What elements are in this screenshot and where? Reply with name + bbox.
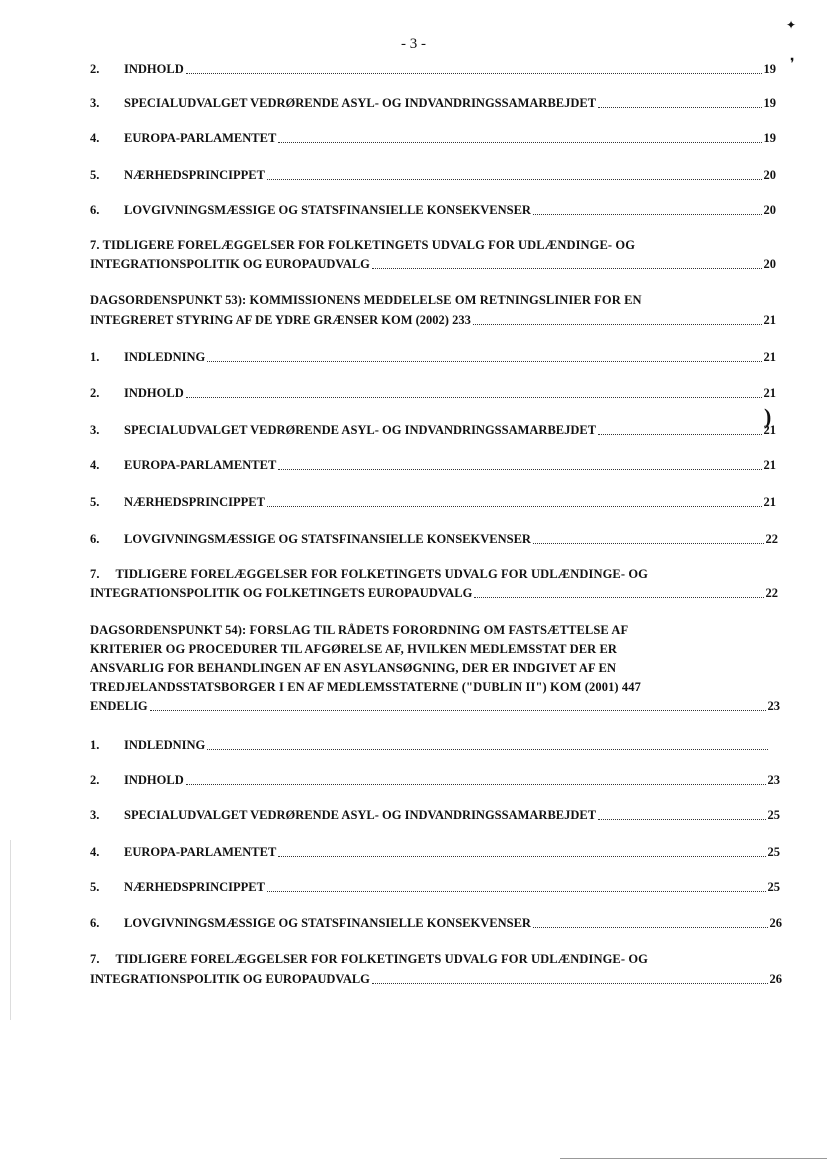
toc-entry[interactable]: [90, 808, 780, 823]
toc-entry-page: 21: [763, 495, 776, 509]
toc-entry[interactable]: [90, 699, 780, 714]
toc-entry[interactable]: [90, 586, 778, 601]
toc-entry[interactable]: [90, 495, 776, 510]
toc-entry-number: 2.: [90, 386, 100, 400]
toc-entry[interactable]: [90, 62, 776, 77]
toc-entry-page: 23: [767, 773, 780, 787]
scan-mark: ❜: [790, 57, 795, 72]
toc-entry[interactable]: [90, 386, 776, 401]
toc-entry[interactable]: [90, 203, 776, 218]
dot-leader: [474, 596, 763, 598]
toc-entry-number: 4.: [90, 458, 100, 472]
toc-entry-page: 21: [763, 458, 776, 472]
toc-entry[interactable]: [90, 423, 776, 438]
dot-leader: [473, 323, 762, 325]
toc-entry[interactable]: [90, 96, 776, 111]
toc-entry-line[interactable]: DAGSORDENSPUNKT 53): KOMMISSIONENS MEDDELELSE OM RETNINGSLINIER FOR EN: [90, 293, 642, 307]
toc-entry[interactable]: [90, 738, 770, 753]
dot-leader: [278, 855, 765, 857]
toc-entry-page: 23: [767, 699, 780, 713]
scan-bottom-line: [560, 1158, 827, 1159]
toc-entry-number: 1.: [90, 350, 100, 364]
dot-leader: [186, 396, 762, 398]
toc-entry[interactable]: [90, 916, 782, 931]
toc-entry-number: 1.: [90, 738, 100, 752]
toc-entry-title: SPECIALUDVALGET VEDRØRENDE ASYL- OG INDVANDRINGSSAMARBEJDET: [124, 808, 597, 822]
toc-entry-line[interactable]: DAGSORDENSPUNKT 54): FORSLAG TIL RÅDETS FORORDNING OM FASTSÆTTELSE AF: [90, 623, 629, 637]
toc-entry-title: LOVGIVNINGSMÆSSIGE OG STATSFINANSIELLE KONSEKVENSER: [124, 203, 531, 217]
dot-leader: [207, 360, 761, 362]
toc-entry-page: 25: [767, 880, 780, 894]
toc-entry[interactable]: [90, 845, 780, 860]
dot-leader: [598, 433, 761, 435]
toc-entry-page: 26: [769, 916, 782, 930]
dot-leader: [533, 213, 762, 215]
toc-entry[interactable]: [90, 350, 776, 365]
scan-mark: ): [764, 404, 772, 429]
dot-leader: [150, 709, 766, 711]
toc-entry-title: INTEGRERET STYRING AF DE YDRE GRÆNSER KOM (2002) 233: [90, 313, 471, 327]
toc-entry[interactable]: [90, 313, 776, 328]
toc-entry-title: INDLEDNING: [124, 350, 206, 364]
page-number: - 3 -: [401, 36, 426, 52]
toc-entry-page: 21: [763, 313, 776, 327]
toc-entry-page: 25: [767, 845, 780, 859]
toc-entry[interactable]: [90, 880, 780, 895]
toc-entry-number: 2.: [90, 773, 100, 787]
toc-entry-line[interactable]: 7. TIDLIGERE FORELÆGGELSER FOR FOLKETINGETS UDVALG FOR UDLÆNDINGE- OG: [90, 952, 648, 966]
dot-leader: [372, 982, 768, 984]
toc-entry-page: 26: [769, 972, 782, 986]
toc-entry-title: INDHOLD: [124, 62, 184, 76]
toc-entry-title: EUROPA-PARLAMENTET: [124, 131, 277, 145]
dot-leader: [598, 818, 765, 820]
toc-entry-title: INTEGRATIONSPOLITIK OG FOLKETINGETS EUROPAUDVALG: [90, 586, 473, 600]
toc-entry-title: INDLEDNING: [124, 738, 206, 752]
toc-entry-number: 6.: [90, 532, 100, 546]
dot-leader: [372, 267, 762, 269]
toc-entry-number: 5.: [90, 880, 100, 894]
toc-entry-number: 3.: [90, 808, 100, 822]
toc-entry-page: 22: [765, 586, 778, 600]
toc-entry-title: NÆRHEDSPRINCIPPET: [124, 168, 265, 182]
toc-entry-title: INTEGRATIONSPOLITIK OG EUROPAUDVALG: [90, 972, 370, 986]
toc-entry-page: 21: [763, 423, 776, 437]
toc-entry[interactable]: [90, 257, 776, 272]
toc-entry-page: 20: [763, 257, 776, 271]
dot-leader: [267, 890, 766, 892]
toc-entry-number: 5.: [90, 168, 100, 182]
toc-entry-number: 6.: [90, 916, 100, 930]
toc-entry-number: 6.: [90, 203, 100, 217]
toc-entry-title: SPECIALUDVALGET VEDRØRENDE ASYL- OG INDVANDRINGSSAMARBEJDET: [124, 423, 597, 437]
toc-entry[interactable]: [90, 773, 780, 788]
toc-entry-page: 20: [763, 203, 776, 217]
toc-entry-page: 19: [763, 131, 776, 145]
toc-entry-line[interactable]: TREDJELANDSSTATSBORGER I EN AF MEDLEMSSTATERNE ("DUBLIN II") KOM (2001) 447: [90, 680, 641, 694]
toc-entry-page: 21: [763, 386, 776, 400]
dot-leader: [207, 748, 768, 750]
toc-entry[interactable]: [90, 458, 776, 473]
toc-entry-page: 20: [763, 168, 776, 182]
toc-entry-title: LOVGIVNINGSMÆSSIGE OG STATSFINANSIELLE KONSEKVENSER: [124, 916, 531, 930]
dot-leader: [278, 141, 761, 143]
toc-entry[interactable]: [90, 532, 778, 547]
toc-entry-title: INDHOLD: [124, 386, 184, 400]
dot-leader: [267, 178, 762, 180]
dot-leader: [186, 72, 762, 74]
toc-entry-page: 25: [767, 808, 780, 822]
dot-leader: [598, 106, 761, 108]
toc-entry-number: 3.: [90, 96, 100, 110]
toc-entry-title: INDHOLD: [124, 773, 184, 787]
toc-entry-page: 22: [765, 532, 778, 546]
toc-entry-title: EUROPA-PARLAMENTET: [124, 458, 277, 472]
toc-entry-title: LOVGIVNINGSMÆSSIGE OG STATSFINANSIELLE KONSEKVENSER: [124, 532, 531, 546]
scan-margin-line: [10, 840, 11, 1020]
toc-entry-line[interactable]: 7. TIDLIGERE FORELÆGGELSER FOR FOLKETINGETS UDVALG FOR UDLÆNDINGE- OG: [90, 238, 636, 252]
toc-entry-number: 5.: [90, 495, 100, 509]
toc-entry-number: 4.: [90, 131, 100, 145]
toc-entry-title: EUROPA-PARLAMENTET: [124, 845, 277, 859]
toc-entry-line[interactable]: KRITERIER OG PROCEDURER TIL AFGØRELSE AF, HVILKEN MEDLEMSSTAT DER ER: [90, 642, 618, 656]
toc-entry-title: NÆRHEDSPRINCIPPET: [124, 495, 265, 509]
toc-entry-title: SPECIALUDVALGET VEDRØRENDE ASYL- OG INDVANDRINGSSAMARBEJDET: [124, 96, 597, 110]
toc-entry-page: 19: [763, 62, 776, 76]
toc-entry-title: INTEGRATIONSPOLITIK OG EUROPAUDVALG: [90, 257, 370, 271]
dot-leader: [186, 783, 766, 785]
toc-entry-page: 21: [763, 350, 776, 364]
toc-entry-number: 4.: [90, 845, 100, 859]
scan-mark: ✦: [786, 18, 797, 32]
dot-leader: [533, 926, 768, 928]
dot-leader: [278, 468, 761, 470]
toc-entry-number: 2.: [90, 62, 100, 76]
toc-entry-line[interactable]: ANSVARLIG FOR BEHANDLINGEN AF EN ASYLANSØGNING, DER ER INDGIVET AF EN: [90, 661, 617, 675]
dot-leader: [267, 505, 762, 507]
toc-entry[interactable]: [90, 168, 776, 183]
dot-leader: [533, 542, 764, 544]
toc-entry-title: NÆRHEDSPRINCIPPET: [124, 880, 265, 894]
toc-entry-line[interactable]: 7. TIDLIGERE FORELÆGGELSER FOR FOLKETINGETS UDVALG FOR UDLÆNDINGE- OG: [90, 567, 648, 581]
toc-entry[interactable]: [90, 972, 782, 987]
toc-entry-title: ENDELIG: [90, 699, 148, 713]
toc-entry-number: 3.: [90, 423, 100, 437]
toc-entry-page: 19: [763, 96, 776, 110]
toc-entry[interactable]: [90, 131, 776, 146]
